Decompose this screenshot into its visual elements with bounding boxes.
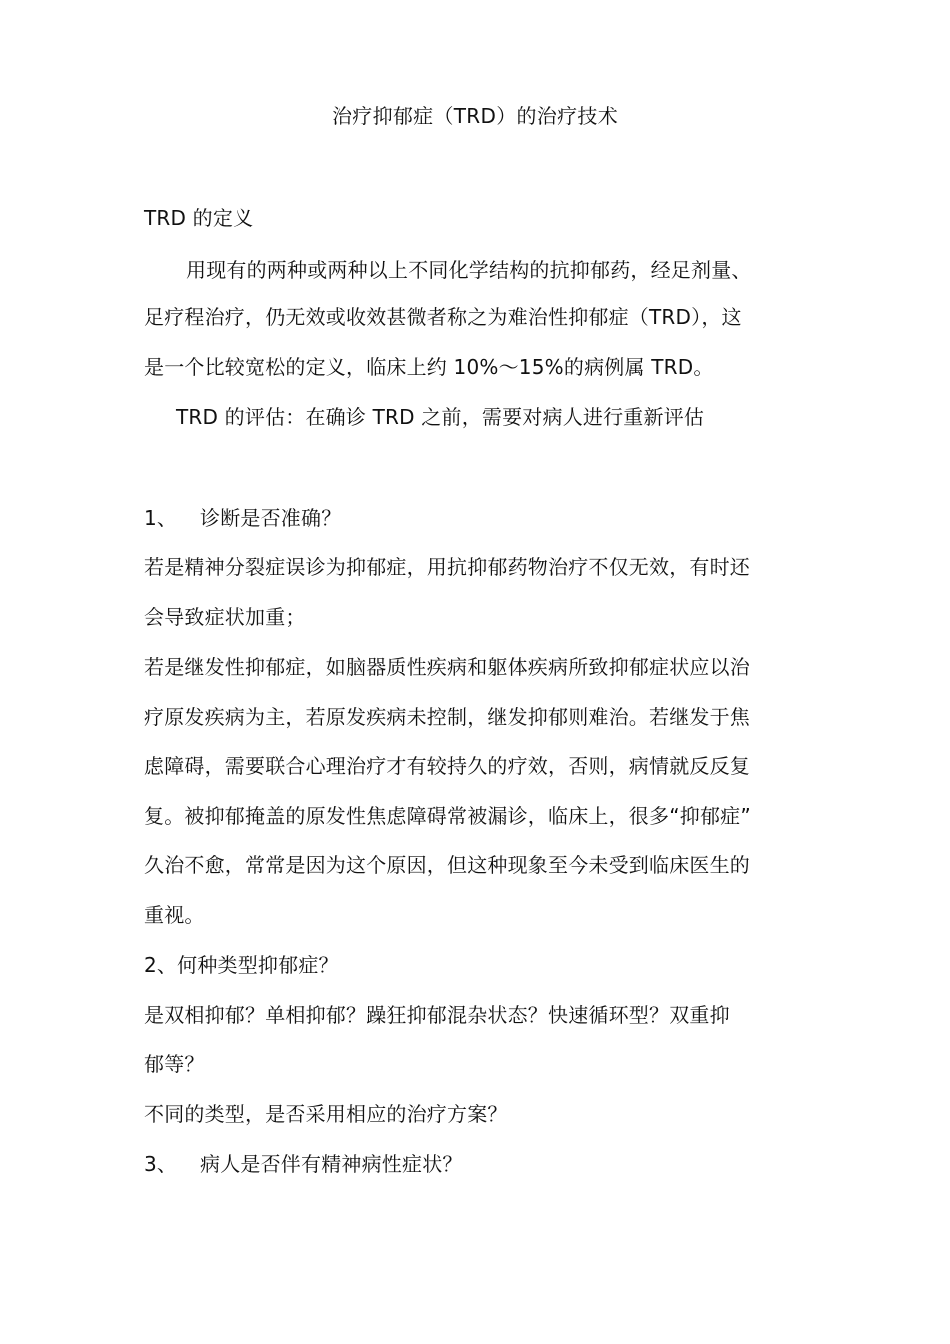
item1-line-1: 若是精神分裂症误诊为抑郁症，用抗抑郁药物治疗不仅无效，有时还 [144,555,750,579]
item1-number: 1、 [144,506,178,530]
document-title: 治疗抑郁症（TRD）的治疗技术 [331,104,618,128]
item3-heading [144,1150,463,1178]
item1-line-5: 虑障碍，需要联合心理治疗才有较持久的疗效，否则，病情就反反复 [144,754,750,778]
item1-text: 诊断是否准确？ [200,506,342,530]
item1-line-6: 复。被抑郁掩盖的原发性焦虑障碍常被漏诊，临床上，很多“抑郁症” [144,804,751,828]
evaluation-line: TRD 的评估：在确诊 TRD 之前，需要对病人进行重新评估 [176,405,705,429]
definition-line-2: 足疗程治疗，仍无效或收效甚微者称之为难治性抑郁症（TRD），这 [144,305,742,329]
item1-line-7: 久治不愈，常常是因为这个原因，但这种现象至今未受到临床医生的 [144,853,750,877]
item2-line-2: 郁等？ [144,1052,205,1076]
item1-line-8: 重视。 [144,903,205,927]
definition-line-3: 是一个比较宽松的定义，临床上约 10%～15%的病例属 TRD。 [144,355,714,379]
item3-text: 病人是否伴有精神病性症状？ [200,1152,463,1176]
item2-line-1: 是双相抑郁？单相抑郁？躁狂抑郁混杂状态？快速循环型？双重抑 [144,1003,730,1027]
item1-line-4: 疗原发疾病为主，若原发疾病未控制，继发抑郁则难治。若继发于焦 [144,705,750,729]
item1-line-3: 若是继发性抑郁症，如脑器质性疾病和躯体疾病所致抑郁症状应以治 [144,655,750,679]
section-heading-definition: TRD 的定义 [144,206,254,230]
item1-heading [144,504,341,532]
item1-line-2: 会导致症状加重； [144,605,306,629]
definition-line-1: 用现有的两种或两种以上不同化学结构的抗抑郁药，经足剂量、 [186,258,752,282]
item2-line-3: 不同的类型，是否采用相应的治疗方案？ [144,1102,508,1126]
item2-heading: 2、何种类型抑郁症？ [144,953,339,977]
item3-number: 3、 [144,1152,178,1176]
